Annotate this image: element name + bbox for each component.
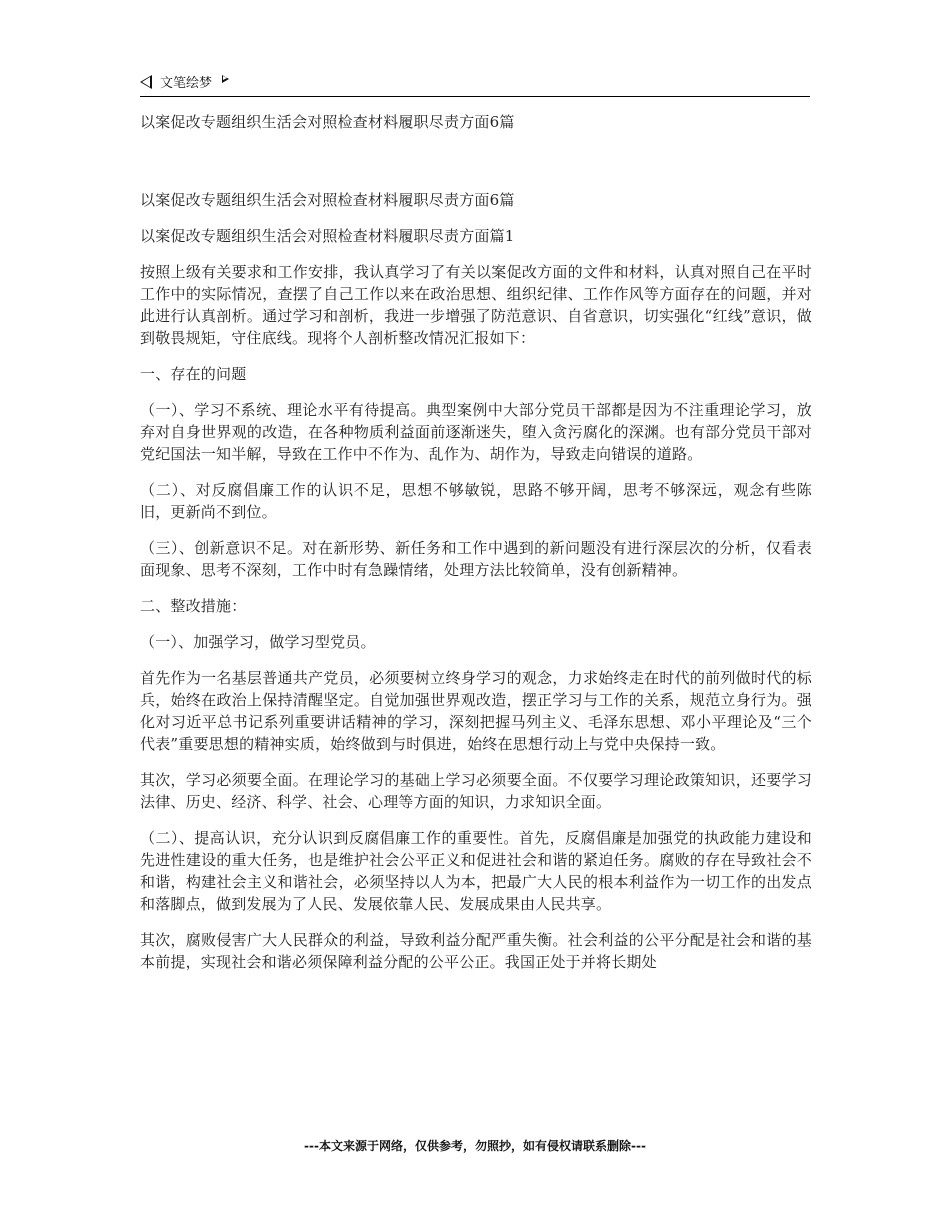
brand-name: 文笔绘梦 <box>160 76 213 91</box>
paragraph-measure-1-first: 首先作为一名基层普通共产党员，必须要树立终身学习的观念，力求始终走在时代的前列做时代的标兵，始终在政治上保持清醒坚定。自觉加强世界观改造，摆正学习与工作的关系，规范立身行为。强化对习近平总书记系列重要讲话精神的学习，深刻把握马列主义、毛泽东思想、邓小平理论及“三个代表”重要思想的精神实质，始终做到与时俱进，始终在思想行动上与党中央保持一致。 <box>140 669 812 753</box>
document-title-repeat: 以案促改专题组织生活会对照检查材料履职尽责方面6篇 <box>140 191 515 209</box>
paragraph-measure-1-second: 其次，学习必须要全面。在理论学习的基础上学习必须要全面。不仅要学习理论政策知识，还要学习法律、历史、经济、科学、社会、心理等方面的知识，力求知识全面。 <box>140 771 812 811</box>
paragraph-problem-1: （一）、学习不系统、理论水平有待提高。典型案例中大部分党员干部都是因为不注重理论学习，放弃对自身世界观的改造，在各种物质利益面前逐渐迷失，堕入贪污腐化的深渊。也有部分党员干部对党纪国法一知半解，导致在工作中不作为、乱作为、胡作为，导致走向错误的道路。 <box>140 401 812 463</box>
paragraph-measure-1-heading: （一）、加强学习，做学习型党员。 <box>140 633 376 651</box>
paragraph-problem-3: （三）、创新意识不足。对在新形势、新任务和工作中遇到的新问题没有进行深层次的分析，仅看表面现象、思考不深刻，工作中时有急躁情绪，处理方法比较简单，没有创新精神。 <box>140 539 812 579</box>
document-subtitle: 以案促改专题组织生活会对照检查材料履职尽责方面篇1 <box>140 227 515 245</box>
document-body <box>140 111 812 987</box>
triangle-right-icon <box>222 75 229 83</box>
paragraph-problem-2: （二）、对反腐倡廉工作的认识不足，思想不够敏锐，思路不够开阔，思考不够深远，观念有些陈旧，更新尚不到位。 <box>140 481 812 521</box>
section-heading-measures: 二、整改措施： <box>140 597 247 615</box>
page-header <box>140 70 810 97</box>
brand <box>140 72 229 91</box>
section-heading-problems: 一、存在的问题 <box>140 365 247 383</box>
paragraph-measure-2: （二）、提高认识，充分认识到反腐倡廉工作的重要性。首先，反腐倡廉是加强党的执政能力建设和先进性建设的重大任务，也是维护社会公平正义和促进社会和谐的紧迫任务。腐败的存在导致社会不和谐，构建社会主义和谐社会，必须坚持以人为本，把最广大人民的根本利益作为一切工作的出发点和落脚点，做到发展为了人民、发展依靠人民、发展成果由人民共享。 <box>140 829 812 913</box>
triangle-left-icon <box>140 75 152 89</box>
document-title: 以案促改专题组织生活会对照检查材料履职尽责方面6篇 <box>140 113 515 131</box>
paragraph-intro: 按照上级有关要求和工作安排，我认真学习了有关以案促改方面的文件和材料，认真对照自己在平时工作中的实际情况，查摆了自己工作以来在政治思想、组织纪律、工作作风等方面存在的问题，并对此进行认真剖析。通过学习和剖析，我进一步增强了防范意识、自省意识，切实强化“红线”意识，做到敬畏规矩，守住底线。现将个人剖析整改情况汇报如下： <box>140 263 812 347</box>
paragraph-measure-2-second: 其次，腐败侵害广大人民群众的利益，导致利益分配严重失衡。社会利益的公平分配是社会和谐的基本前提，实现社会和谐必须保障利益分配的公平公正。我国正处于并将长期处 <box>140 931 812 971</box>
footer-disclaimer: ---本文来源于网络，仅供参考，勿照抄，如有侵权请联系删除--- <box>304 1139 646 1153</box>
